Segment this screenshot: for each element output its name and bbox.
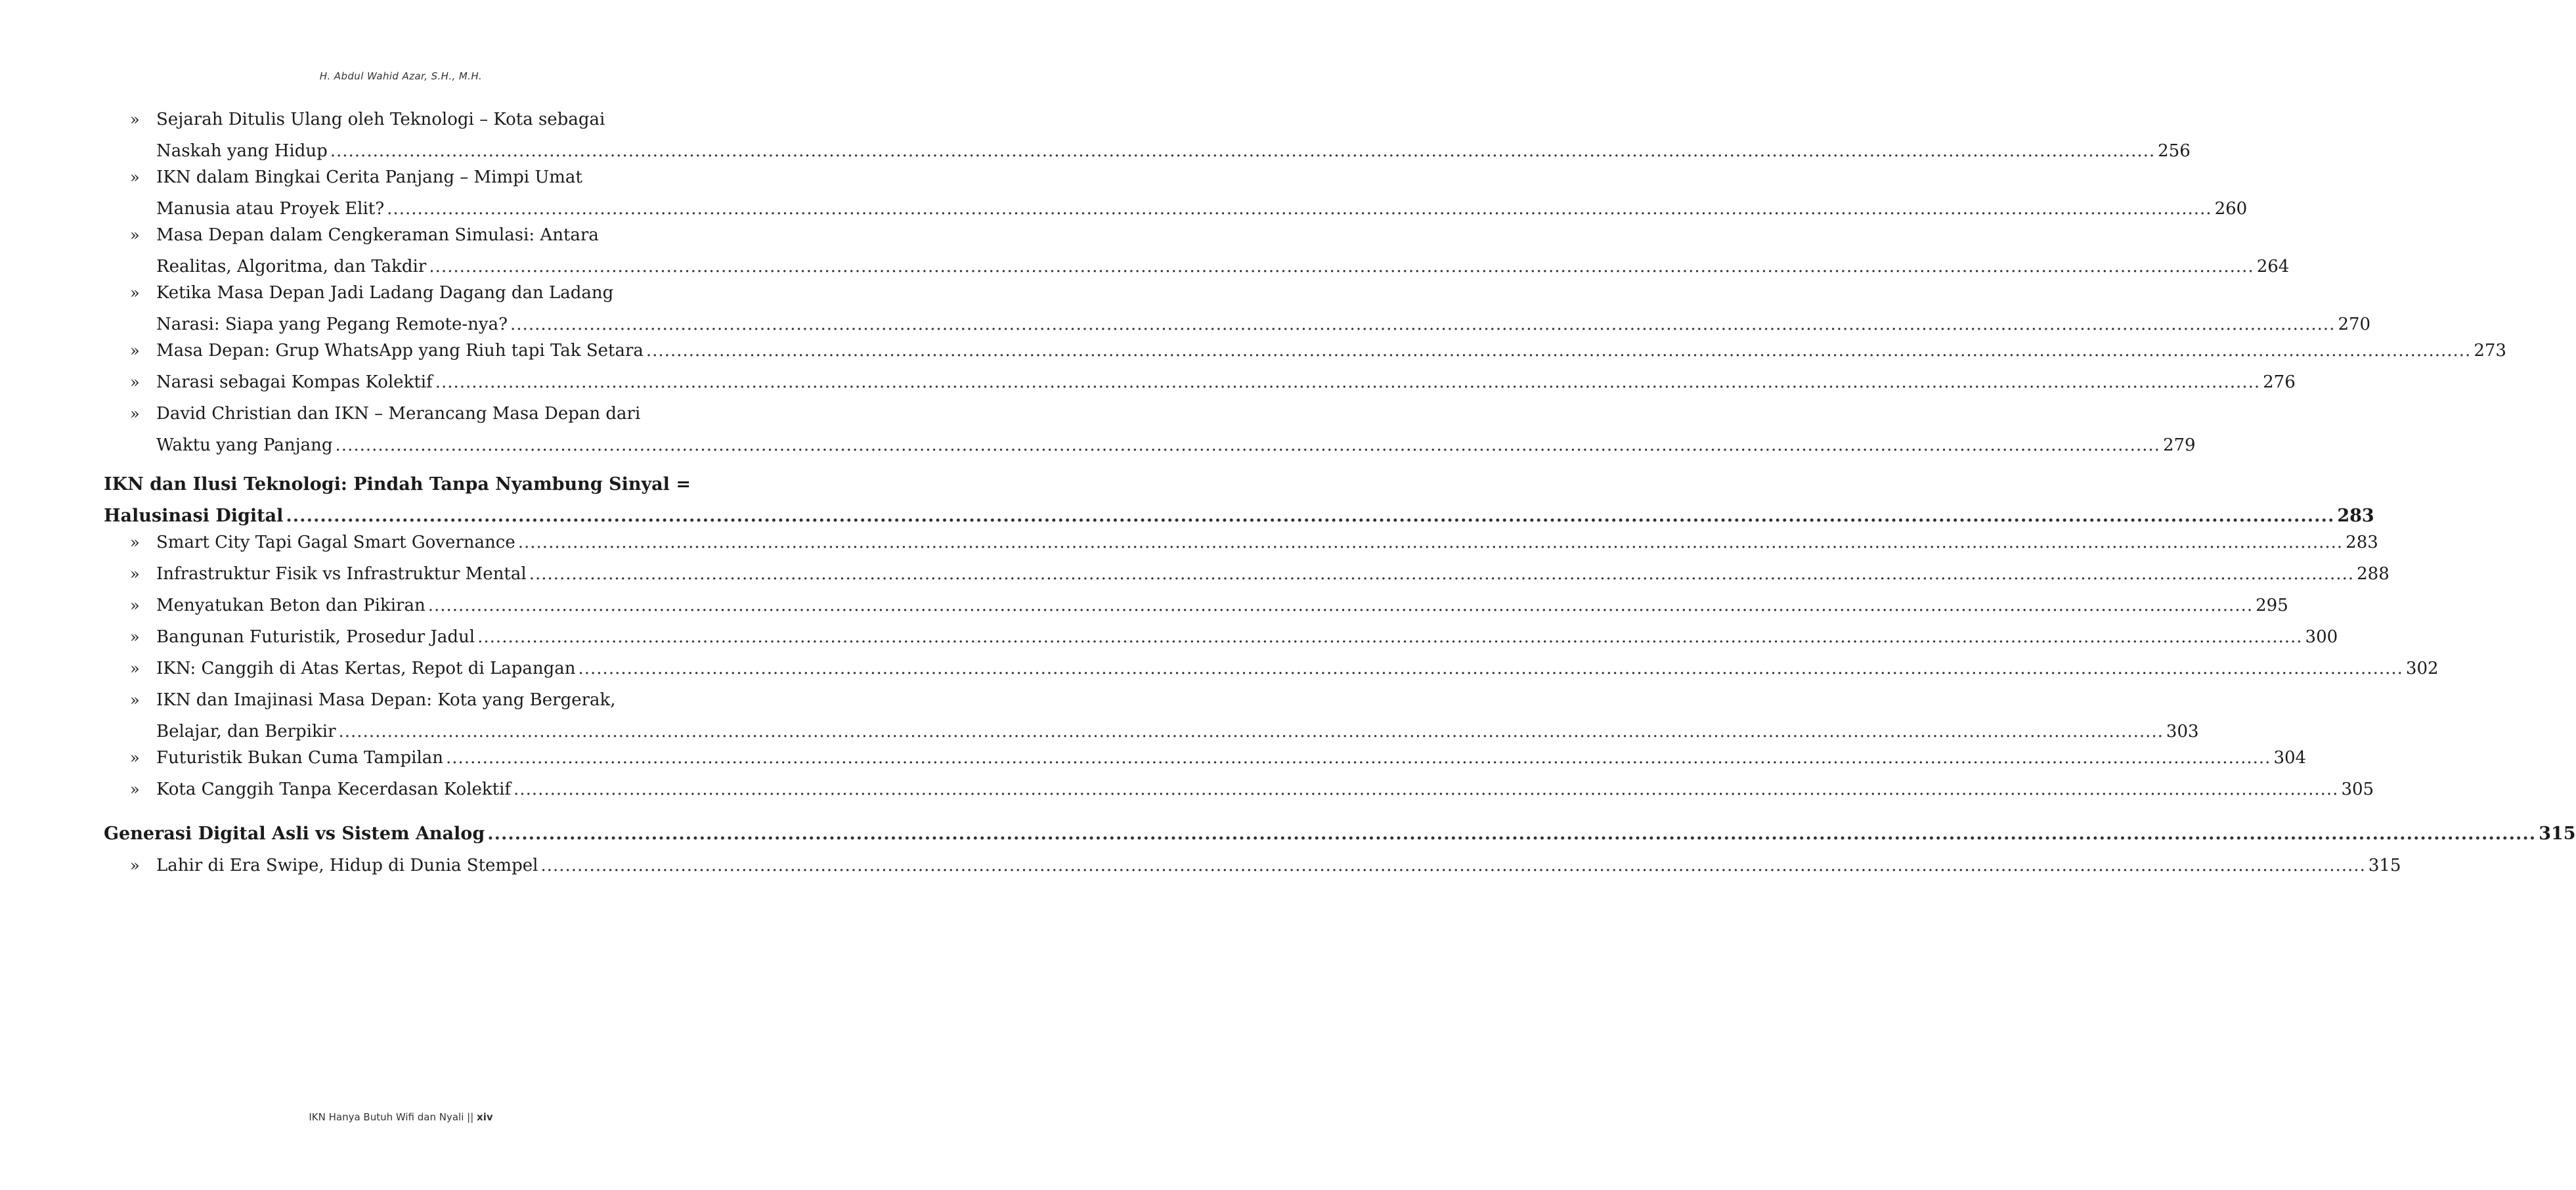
toc-entry-title: IKN dan Imajinasi Masa Depan: Kota yang Bergerak, <box>156 690 616 710</box>
bullet-icon: » <box>130 342 140 360</box>
toc-page-number: 302 <box>2405 659 2439 678</box>
toc-section-entry[interactable] <box>104 469 2374 532</box>
bullet-icon: » <box>130 780 140 799</box>
toc-page-number: 303 <box>2166 722 2199 741</box>
toc-subentry[interactable] <box>104 527 2378 558</box>
toc-entry-title: Waktu yang Panjang <box>156 435 333 455</box>
toc-page-number: 315 <box>2368 856 2401 875</box>
bullet-icon: » <box>130 596 140 615</box>
dot-leader: ............................................................................................................................................................................................................................................................................................................ <box>330 141 2156 161</box>
dot-leader: ............................................................................................................................................................................................................................................................................................................ <box>338 722 2164 741</box>
dot-leader: ............................................................................................................................................................................................................................................................................................................ <box>446 748 2271 768</box>
toc-subentry[interactable] <box>104 558 2390 590</box>
bullet-icon: » <box>130 284 140 302</box>
bullet-icon: » <box>130 565 140 583</box>
dot-leader: ............................................................................................................................................................................................................................................................................................................ <box>529 564 2355 584</box>
dot-leader: ............................................................................................................................................................................................................................................................................................................ <box>335 435 2160 455</box>
bullet-icon: » <box>130 628 140 646</box>
toc-subentry[interactable] <box>104 219 2290 282</box>
toc-entry-title: Halusinasi Digital <box>104 506 284 526</box>
footer-page-number: xiv <box>477 1111 493 1123</box>
toc-entry-title: Kota Canggih Tanpa Kecerdasan Kolektif <box>156 780 512 799</box>
toc-subentry[interactable] <box>104 653 2439 684</box>
dot-leader: ............................................................................................................................................................................................................................................................................................................ <box>510 315 2336 334</box>
dot-leader: ............................................................................................................................................................................................................................................................................................................ <box>540 856 2366 875</box>
toc-subentry[interactable] <box>104 684 2199 747</box>
bullet-icon: » <box>130 749 140 767</box>
toc-page-number: 288 <box>2357 564 2390 584</box>
toc-entry-title: Belajar, dan Berpikir <box>156 722 336 741</box>
toc-entry-title: Menyatukan Beton dan Pikiran <box>156 596 426 615</box>
bullet-icon: » <box>130 110 140 129</box>
toc-page-number: 283 <box>2346 533 2378 552</box>
toc-entry-title: IKN: Canggih di Atas Kertas, Repot di Lapangan <box>156 659 576 678</box>
toc-page-number: 295 <box>2256 596 2288 615</box>
toc-section-entry[interactable] <box>104 818 2576 850</box>
running-header: H. Abdul Wahid Azar, S.H., M.H. <box>319 70 483 82</box>
toc-entry-title: Naskah yang Hidup <box>156 141 328 161</box>
dot-leader: ............................................................................................................................................................................................................................................................................................................ <box>286 506 2335 526</box>
toc-entry-title: David Christian dan IKN – Merancang Masa Depan dari <box>156 404 641 424</box>
toc-subentry[interactable] <box>104 742 2307 774</box>
bullet-icon: » <box>130 533 140 552</box>
toc-page-number: 315 <box>2539 824 2576 844</box>
dot-leader: ............................................................................................................................................................................................................................................................................................................ <box>645 341 2472 361</box>
toc-page-number: 276 <box>2263 372 2296 392</box>
bullet-icon: » <box>130 405 140 423</box>
toc-entry-title: IKN dalam Bingkai Cerita Panjang – Mimpi Umat <box>156 167 582 187</box>
dot-leader: ............................................................................................................................................................................................................................................................................................................ <box>513 780 2339 799</box>
toc-page-number: 260 <box>2214 199 2248 219</box>
toc-page-number: 300 <box>2305 627 2338 647</box>
toc-page-number: 273 <box>2474 341 2506 361</box>
toc-subentry[interactable] <box>104 850 2401 881</box>
dot-leader: ............................................................................................................................................................................................................................................................................................................ <box>435 372 2261 392</box>
toc-entry-title: Generasi Digital Asli vs Sistem Analog <box>104 824 485 844</box>
toc-subentry[interactable] <box>104 104 2191 167</box>
toc-subentry[interactable] <box>104 366 2296 398</box>
dot-leader: ............................................................................................................................................................................................................................................................................................................ <box>387 199 2212 219</box>
toc-subentry[interactable] <box>104 277 2371 340</box>
toc-entry-title: Manusia atau Proyek Elit? <box>156 199 385 219</box>
toc-entry-title: Masa Depan: Grup WhatsApp yang Riuh tapi Tak Setara <box>156 341 644 361</box>
bullet-icon: » <box>130 168 140 187</box>
page-footer <box>0 1111 802 1123</box>
toc-subentry[interactable] <box>104 621 2338 653</box>
toc-page-number: 283 <box>2337 506 2374 526</box>
toc-entry-title: Infrastruktur Fisik vs Infrastruktur Mental <box>156 564 527 584</box>
dot-leader: ............................................................................................................................................................................................................................................................................................................ <box>578 659 2403 678</box>
toc-entry-title: Narasi sebagai Kompas Kolektif <box>156 372 433 392</box>
toc-entry-title: Narasi: Siapa yang Pegang Remote-nya? <box>156 315 508 334</box>
toc-subentry[interactable] <box>104 398 2196 461</box>
toc-entry-title: Bangunan Futuristik, Prosedur Jadul <box>156 627 475 647</box>
toc-subentry[interactable] <box>104 774 2374 805</box>
toc-entry-title: Sejarah Ditulis Ulang oleh Teknologi – Kota sebagai <box>156 110 605 129</box>
toc-entry-title: Smart City Tapi Gagal Smart Governance <box>156 533 515 552</box>
footer-separator: || <box>467 1111 474 1123</box>
toc-entry-title: Ketika Masa Depan Jadi Ladang Dagang dan Ladang <box>156 283 614 303</box>
toc-subentry[interactable] <box>104 590 2288 621</box>
toc-entry-title: IKN dan Ilusi Teknologi: Pindah Tanpa Nyambung Sinyal = <box>104 474 691 495</box>
toc-subentry[interactable] <box>104 162 2248 225</box>
bullet-icon: » <box>130 226 140 244</box>
dot-leader: ............................................................................................................................................................................................................................................................................................................ <box>427 596 2254 615</box>
dot-leader: ............................................................................................................................................................................................................................................................................................................ <box>477 627 2303 647</box>
toc-page-number: 270 <box>2338 315 2371 334</box>
bullet-icon: » <box>130 691 140 709</box>
toc-page-number: 264 <box>2256 257 2290 276</box>
bullet-icon: » <box>130 856 140 875</box>
dot-leader: ............................................................................................................................................................................................................................................................................................................ <box>429 257 2254 276</box>
dot-leader: ............................................................................................................................................................................................................................................................................................................ <box>517 533 2344 552</box>
toc-page-number: 279 <box>2162 435 2196 455</box>
toc-entry-title: Realitas, Algoritma, dan Takdir <box>156 257 427 276</box>
toc-page-number: 304 <box>2273 748 2307 768</box>
toc-entry-title: Futuristik Bukan Cuma Tampilan <box>156 748 444 768</box>
bullet-icon: » <box>130 659 140 678</box>
toc-page-number: 256 <box>2158 141 2191 161</box>
toc-entry-title: Masa Depan dalam Cengkeraman Simulasi: Antara <box>156 225 599 245</box>
footer-book-title: IKN Hanya Butuh Wifi dan Nyali <box>309 1111 464 1123</box>
toc-page-number: 305 <box>2341 780 2374 799</box>
toc-entry-title: Lahir di Era Swipe, Hidup di Dunia Stempel <box>156 856 538 875</box>
toc-subentry[interactable] <box>104 335 2506 366</box>
bullet-icon: » <box>130 373 140 391</box>
dot-leader: ............................................................................................................................................................................................................................................................................................................ <box>487 824 2537 844</box>
